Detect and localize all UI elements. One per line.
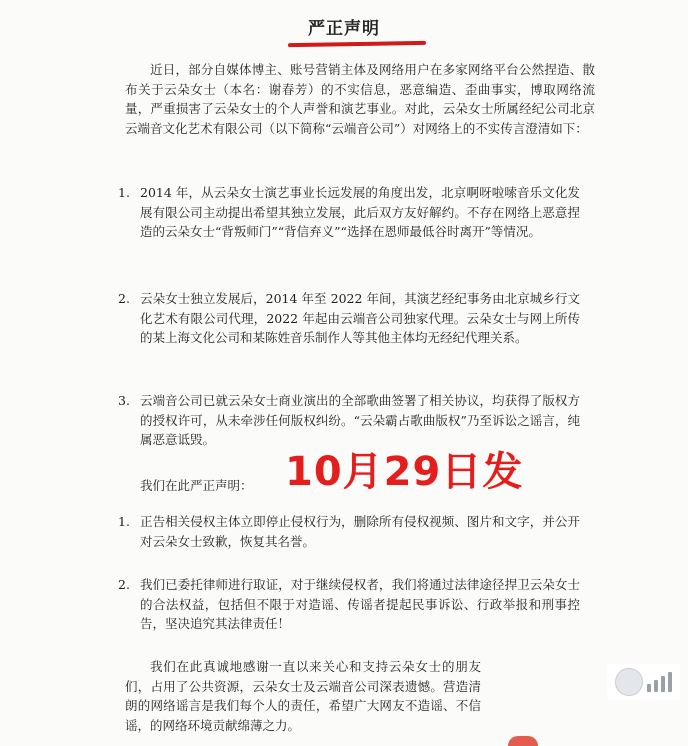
closing-paragraph: 我们在此真诚地感谢一直以来关心和支持云朵女士的朋友们，占用了公共资源，云朵女士及云端音公司深表遗憾。营造清朗的网络谣言是我们每个人的责任，希望广大网友不造谣、不信谣，的网络环境贡献绵薄之力。: [125, 659, 481, 733]
item-number: 1.: [118, 185, 130, 200]
watermark-badge: [607, 664, 680, 700]
declaration-item: [118, 575, 580, 634]
clarification-item: [118, 289, 580, 348]
clarification-item: [118, 391, 580, 450]
document-title: 严正声明: [308, 19, 380, 39]
watermark-logo-icon: [615, 668, 643, 696]
item-text: 云朵女士独立发展后，2014 年至 2022 年间，其演艺经纪事务由北京城乡行文化艺术有限公司代理，2022 年起由云端音公司独家代理。云朵女士与网上所传的某上海文化公司和某陈姓音乐制作人等其他主体均无经纪代理关系。: [140, 291, 580, 345]
item-text: 正告相关侵权主体立即停止侵权行为，删除所有侵权视频、图片和文字，并公开对云朵女士致歉，恢复其名誉。: [140, 514, 580, 549]
item-text: 云端音公司已就云朵女士商业演出的全部歌曲签署了相关协议，均获得了版权方的授权许可，从未牵涉任何版权纠纷。“云朵霸占歌曲版权”乃至诉讼之谣言，纯属恶意诋毁。: [140, 393, 580, 447]
date-overlay-stamp: 10月29日发: [285, 449, 524, 495]
corner-red-mark: [508, 736, 538, 746]
clarification-item: [118, 183, 580, 242]
item-number: 3.: [118, 393, 130, 408]
declaration-item: [118, 512, 580, 551]
item-number: 1.: [118, 514, 130, 529]
declaration-heading: 我们在此严正声明：: [140, 478, 253, 493]
item-number: 2.: [118, 577, 130, 592]
signal-bars-icon: [647, 672, 672, 692]
item-text: 我们已委托律师进行取证，对于继续侵权者，我们将通过法律途径捍卫云朵女士的合法权益，包括但不限于对造谣、传谣者提起民事诉讼、行政举报和刑事控告，坚决追究其法律责任！: [140, 577, 580, 631]
item-text: 2014 年，从云朵女士演艺事业长远发展的角度出发，北京啊呀啦嗦音乐文化发展有限公司主动提出希望其独立发展，此后双方友好解约。不存在网络上恶意捏造的云朵女士“背叛师门”“背信弃义”“选择在恩师最低谷时离开”等情况。: [140, 185, 580, 239]
intro-paragraph: 近日，部分自媒体博主、账号营销主体及网络用户在多家网络平台公然捏造、散布关于云朵女士（本名：谢春芳）的不实信息，恶意编造、歪曲事实，博取网络流量，严重损害了云朵女士的个人声誉和演艺事业。对此，云朵女士所属经纪公司北京云端音文化艺术有限公司（以下简称“云端音公司”）对网络上的不实传言澄清如下：: [125, 62, 595, 136]
item-number: 2.: [118, 291, 130, 306]
title-red-underline: [288, 41, 426, 47]
